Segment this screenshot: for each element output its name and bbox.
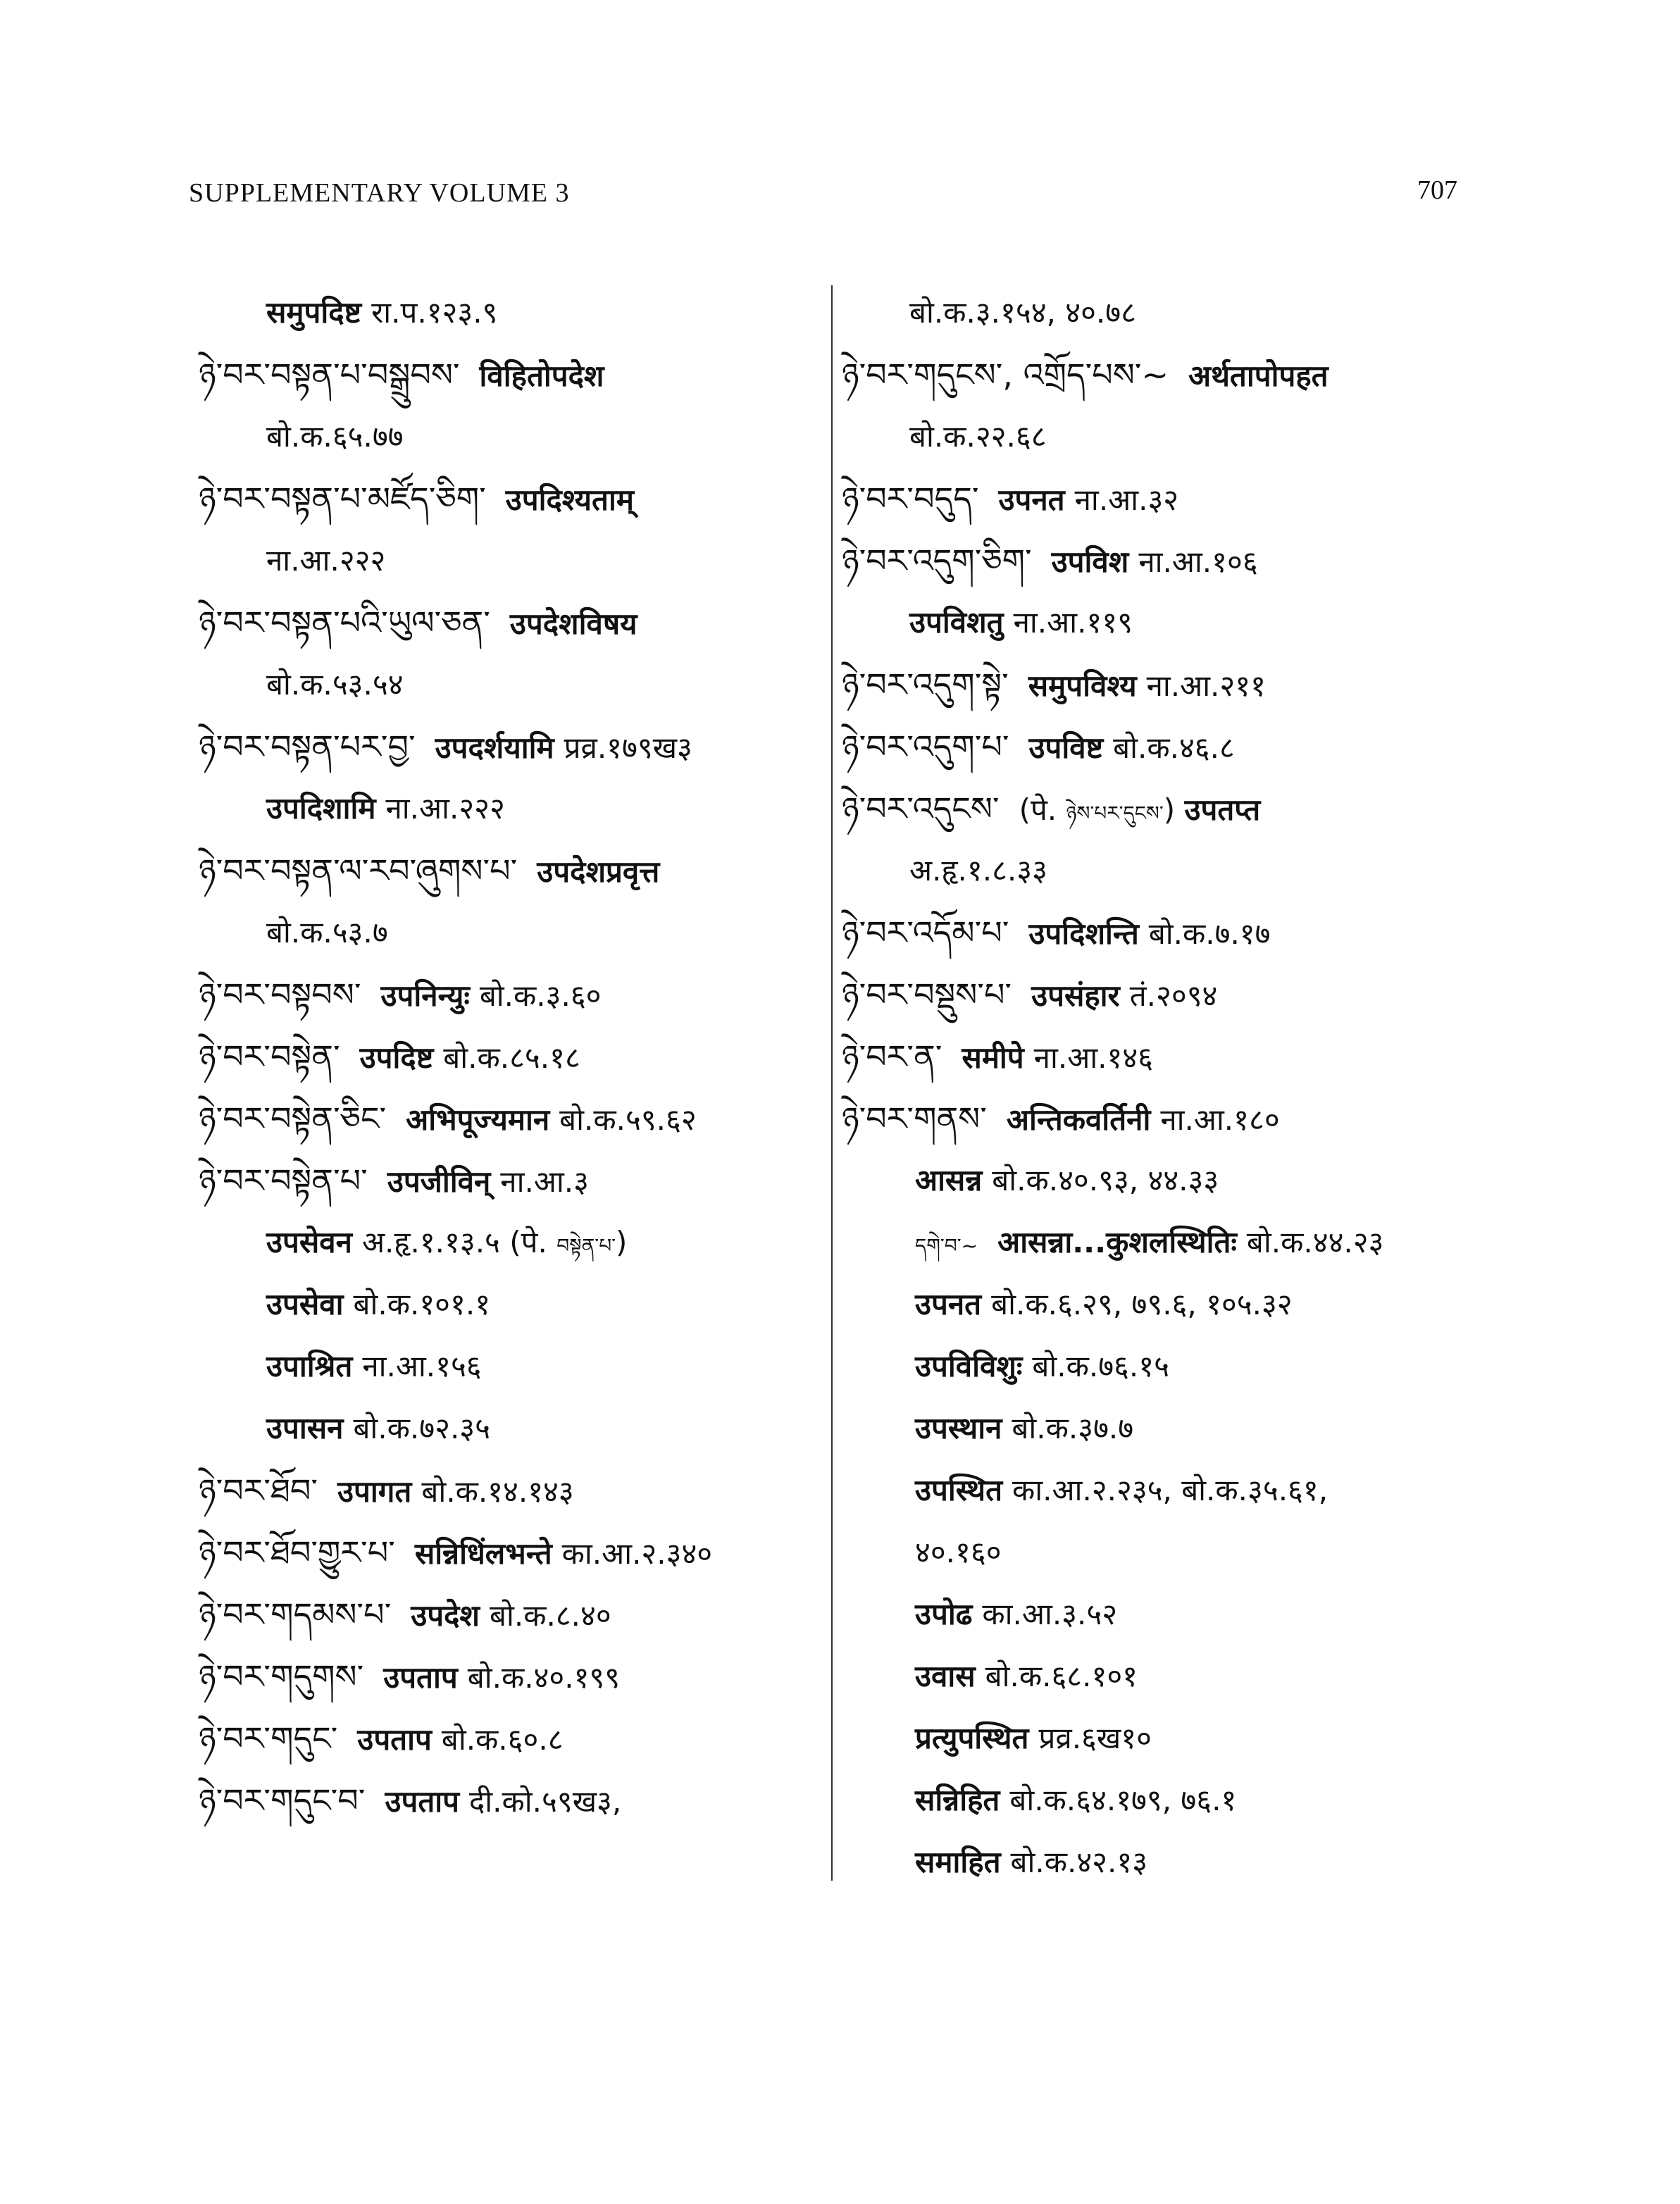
dictionary-entry-line — [199, 1521, 819, 1583]
source-reference: का.आ.२.२३५, बो.क.३५.६१, — [1012, 1473, 1329, 1507]
source-reference: ना.आ.२११ — [1146, 668, 1266, 703]
tibetan-headword: ཉེ་བར་བསྡུས་པ་ — [842, 976, 1012, 1014]
source-reference: बो.क.३.१५४, ४०.७८ — [909, 295, 1136, 330]
sanskrit-equivalent: उपदिशन्ति — [1028, 916, 1139, 951]
dictionary-entry-line — [199, 1397, 819, 1459]
sanskrit-equivalent: उपविविशुः — [915, 1349, 1023, 1383]
sanskrit-equivalent: उपदिशामि — [266, 791, 376, 826]
sanskrit-equivalent: उपदिश्यताम् — [505, 482, 634, 517]
source-reference: तं.२०९४ — [1129, 978, 1218, 1013]
dictionary-entry-line — [199, 406, 819, 468]
source-reference: बो.क.३.६० — [479, 978, 602, 1013]
source-reference: बो.क.४४.२३ — [1246, 1225, 1384, 1259]
source-reference: ना.आ.१०६ — [1138, 544, 1258, 579]
sanskrit-equivalent: उपतप्त — [1184, 792, 1261, 827]
source-reference: बो.क.१४.१४३ — [421, 1474, 574, 1509]
tibetan-headword: ཉེ་བར་བསྟན་ལ་རབ་ཞུགས་པ་ — [199, 852, 518, 890]
dictionary-entry-line — [199, 1645, 819, 1707]
source-reference: बो.क.६०.८ — [441, 1722, 564, 1757]
tibetan-headword: ཉེ་བར་ཐོབ་ — [199, 1471, 318, 1509]
tibetan-headword: ཉེ་བར་བསྟེན་ཅིང་ — [199, 1100, 387, 1138]
sanskrit-equivalent: उपागत — [337, 1474, 412, 1509]
dictionary-entry-line — [199, 530, 819, 592]
tibetan-headword: ཉེ་བར་བསྟེན་པ་ — [199, 1162, 368, 1200]
sanskrit-equivalent: उपदेशप्रवृत्त — [537, 854, 660, 889]
source-reference: दी.को.५९ख३, — [469, 1784, 622, 1819]
tibetan-headword: ཉེ་བར་ཐོབ་གྱུར་པ་ — [199, 1533, 395, 1571]
dictionary-entry-line — [199, 1150, 819, 1212]
sanskrit-equivalent: उपजीविन् — [387, 1164, 491, 1199]
dictionary-entry-line — [842, 778, 1476, 840]
dictionary-entry-line — [842, 1831, 1476, 1893]
sanskrit-equivalent: प्रत्युपस्थित — [915, 1721, 1029, 1755]
tibetan-headword: ཉེ་བར་བསྟབས་ — [199, 976, 361, 1014]
tibetan-headword: ཉེ་བར་བསྟན་པའི་ཡུལ་ཅན་ — [199, 604, 490, 642]
source-reference: बो.क.६८.१०१ — [985, 1659, 1138, 1693]
source-reference: बो.क.६५.७७ — [266, 419, 404, 454]
tibetan-headword: ཉེ་བར་གདུངས་, འགྲོད་པས་~ — [842, 356, 1169, 394]
sanskrit-equivalent: अन्तिकवर्तिनी — [1006, 1102, 1151, 1137]
dictionary-entry-line — [842, 1274, 1476, 1336]
sanskrit-equivalent: उपविश — [1051, 544, 1129, 579]
dictionary-entry-line — [842, 1336, 1476, 1397]
dictionary-entry-line — [199, 1212, 819, 1274]
source-reference: बो.क.७६.१५ — [1032, 1349, 1169, 1383]
dictionary-entry-line — [199, 1459, 819, 1521]
dictionary-entry-line — [842, 1769, 1476, 1831]
dictionary-entry-line — [842, 716, 1476, 778]
source-reference: प्रव्र.१७९ख३ — [564, 730, 692, 765]
dictionary-entry-line — [842, 1088, 1476, 1150]
source-reference: ना.आ.३२ — [1074, 482, 1179, 517]
dictionary-entry-line — [199, 1026, 819, 1088]
dictionary-entry-line — [199, 964, 819, 1026]
sanskrit-equivalent: आसन्न — [915, 1163, 983, 1197]
sanskrit-equivalent: उपाश्रित — [266, 1349, 353, 1383]
sanskrit-equivalent: उपताप — [383, 1660, 458, 1695]
dictionary-entry-line — [842, 282, 1476, 344]
tibetan-headword: ཉེ་བར་འདུག་ཅིག་ — [842, 542, 1032, 580]
dictionary-entry-line — [842, 530, 1476, 592]
sanskrit-equivalent: सन्निधिंलभन्ते — [414, 1536, 552, 1571]
sanskrit-equivalent: समीपे — [962, 1040, 1024, 1075]
reference-tail: ) — [616, 1225, 628, 1259]
source-reference: अ.हृ.१.१३.५ (पे. — [361, 1225, 557, 1259]
sanskrit-equivalent: उपताप — [385, 1784, 459, 1819]
sanskrit-equivalent: समाहित — [915, 1845, 1001, 1879]
sanskrit-equivalent: उपनिन्युः — [380, 978, 470, 1013]
dictionary-entry-line — [842, 840, 1476, 902]
sanskrit-equivalent: उपताप — [357, 1722, 432, 1757]
column-divider — [831, 285, 833, 1881]
sanskrit-equivalent: उपोढ — [915, 1597, 973, 1631]
dictionary-entry-line — [199, 1769, 819, 1831]
tibetan-headword: ཉེ་བར་གདུགས་ — [199, 1657, 364, 1695]
tibetan-headword: ཉེ་བར་གདུང་བ་ — [199, 1781, 366, 1819]
dictionary-entry-line — [842, 964, 1476, 1026]
source-reference: बो.क.३७.७ — [1012, 1411, 1134, 1445]
sanskrit-equivalent: सन्निहित — [915, 1783, 1000, 1817]
dictionary-entry-line — [842, 592, 1476, 654]
tibetan-headword: ཉེ་བར་བསྟེན་ — [199, 1038, 340, 1076]
source-reference: बो.क.५३.७ — [266, 915, 388, 950]
sanskrit-equivalent: उपनत — [998, 482, 1065, 517]
sanskrit-equivalent: अभिपूज्यमान — [406, 1102, 550, 1137]
sanskrit-equivalent: उपसेवा — [266, 1287, 344, 1321]
dictionary-entry-line — [199, 1336, 819, 1397]
right-column — [842, 282, 1476, 1893]
dictionary-entry-line — [199, 344, 819, 406]
source-reference: बो.क.१०१.१ — [353, 1287, 491, 1321]
dictionary-entry-line — [842, 902, 1476, 964]
sanskrit-equivalent: समुपदिष्ट — [266, 295, 362, 330]
tibetan-headword: ཉེ་བར་ན་ — [842, 1038, 942, 1076]
source-reference: बो.क.८५.१८ — [443, 1040, 580, 1075]
dictionary-entry-line — [842, 1707, 1476, 1769]
left-column — [199, 282, 819, 1831]
source-reference: ना.आ.१४६ — [1033, 1040, 1154, 1075]
tibetan-headword: ཉེ་བར་འདུག་སྟེ་ — [842, 666, 1009, 704]
dictionary-entry-line — [842, 1397, 1476, 1459]
source-reference: बो.क.६४.१७९, ७६.१ — [1009, 1783, 1237, 1817]
tibetan-prefix: དགེ་བ་~ — [915, 1234, 978, 1257]
sanskrit-equivalent: उपस्थित — [915, 1473, 1003, 1507]
dictionary-entry-line — [842, 1150, 1476, 1212]
dictionary-entry-line — [199, 1707, 819, 1769]
source-reference: का.आ.२.३४० — [561, 1536, 713, 1571]
tibetan-headword: ཉེ་བར་བསྟན་པ་མཛོད་ཅིག་ — [199, 480, 486, 518]
dictionary-entry-line — [199, 778, 819, 840]
tibetan-headword: ཉེ་བར་གནས་ — [842, 1100, 987, 1138]
source-reference: बो.क.६.२९, ७९.६, १०५.३२ — [991, 1287, 1293, 1321]
tibetan-headword: ཉེ་བར་འདོམ་པ་ — [842, 914, 1009, 952]
dictionary-entry-line — [199, 1583, 819, 1645]
dictionary-entry-line — [842, 1645, 1476, 1707]
tibetan-headword: ཉེ་བར་གདམས་པ་ — [199, 1595, 392, 1633]
sanskrit-equivalent: उवास — [915, 1659, 976, 1693]
source-reference: बो.क.५३.५४ — [266, 667, 404, 702]
sanskrit-equivalent: उपस्थान — [915, 1411, 1002, 1445]
page-number: 707 — [1417, 175, 1457, 205]
tibetan-headword: ཉེ་བར་འདུག་པ་ — [842, 728, 1009, 766]
reference-tail: ) — [1163, 792, 1185, 827]
sanskrit-equivalent: अर्थतापोपहत — [1188, 359, 1329, 393]
dictionary-entry-line — [199, 654, 819, 716]
dictionary-entry-line — [199, 592, 819, 654]
tibetan-headword: ཉེ་བར་བསྟན་པ་བསྒྲུབས་ — [199, 356, 460, 394]
source-reference: (पे. — [1019, 792, 1066, 827]
source-reference: बो.क.४६.८ — [1113, 730, 1235, 765]
sanskrit-equivalent: उपदर्शयामि — [435, 730, 554, 765]
source-reference: बो.क.४०.९३, ४४.३३ — [992, 1163, 1219, 1197]
source-reference: ना.आ.१५६ — [362, 1349, 482, 1383]
dictionary-entry-line — [842, 1459, 1476, 1521]
source-reference: ना.आ.३ — [500, 1164, 589, 1199]
source-reference: रा.प.१२३.९ — [371, 295, 498, 330]
sanskrit-equivalent: उपदिष्ट — [359, 1040, 434, 1075]
tibetan-variant-note: ཉེས་པར་དུངས་ — [1066, 802, 1164, 825]
dictionary-entry-line — [199, 1274, 819, 1336]
sanskrit-equivalent: उपसेवन — [266, 1225, 352, 1259]
dictionary-entry-line — [842, 468, 1476, 530]
dictionary-entry-line — [199, 1088, 819, 1150]
dictionary-entry-line — [842, 344, 1476, 406]
dictionary-entry-line — [199, 468, 819, 530]
tibetan-variant-note: བསྟེན་པ་ — [556, 1234, 616, 1257]
source-reference: ना.आ.११९ — [1013, 605, 1133, 640]
tibetan-headword: ཉེ་བར་གདུང་ — [199, 1719, 338, 1757]
source-reference: ४०.१६० — [915, 1535, 1002, 1569]
sanskrit-equivalent: समुपविश्य — [1028, 668, 1137, 703]
source-reference: बो.क.४२.१३ — [1010, 1845, 1148, 1879]
sanskrit-equivalent: उपविशतु — [909, 605, 1004, 640]
sanskrit-equivalent: उपसंहार — [1031, 978, 1120, 1013]
tibetan-headword: ཉེ་བར་བདུད་ — [842, 480, 979, 518]
dictionary-entry-line — [199, 902, 819, 964]
sanskrit-equivalent: उपदेशविषय — [509, 606, 637, 641]
dictionary-entry-line — [199, 716, 819, 778]
dictionary-entry-line — [842, 406, 1476, 468]
source-reference: ना.आ.२२२ — [266, 543, 386, 578]
source-reference: बो.क.७२.३५ — [353, 1411, 490, 1445]
dictionary-entry-line — [842, 1026, 1476, 1088]
dictionary-entry-line — [842, 654, 1476, 716]
dictionary-entry-line — [199, 840, 819, 902]
source-reference: बो.क.५९.६२ — [559, 1102, 697, 1137]
sanskrit-equivalent: उपदेश — [411, 1598, 480, 1633]
source-reference: ना.आ.२२२ — [385, 791, 505, 826]
source-reference: प्रव्र.६ख१० — [1038, 1721, 1152, 1755]
tibetan-headword: ཉེ་བར་འདུངས་ — [842, 790, 1000, 828]
source-reference: बो.क.४०.१९९ — [467, 1660, 621, 1695]
dictionary-entry-line — [842, 1521, 1476, 1583]
source-reference: ना.आ.१८० — [1160, 1102, 1280, 1137]
dictionary-entry-line — [842, 1212, 1476, 1274]
sanskrit-equivalent: आसन्ना...कुशलस्थितिः — [997, 1225, 1237, 1259]
running-head: SUPPLEMENTARY VOLUME 3 — [189, 178, 570, 208]
sanskrit-equivalent: उपविष्ट — [1028, 730, 1104, 765]
source-reference: बो.क.८.४० — [489, 1598, 611, 1633]
source-reference: अ.हृ.१.८.३३ — [909, 853, 1047, 888]
source-reference: बो.क.७.१७ — [1148, 916, 1271, 951]
source-reference: बो.क.२२.६८ — [909, 419, 1047, 454]
source-reference: का.आ.३.५२ — [982, 1597, 1118, 1631]
dictionary-entry-line — [842, 1583, 1476, 1645]
sanskrit-equivalent: विहितोपदेश — [479, 359, 604, 393]
tibetan-headword: ཉེ་བར་བསྟན་པར་བྱ་ — [199, 728, 416, 766]
sanskrit-equivalent: उपनत — [915, 1287, 982, 1321]
dictionary-entry-line — [199, 282, 819, 344]
sanskrit-equivalent: उपासन — [266, 1411, 344, 1445]
